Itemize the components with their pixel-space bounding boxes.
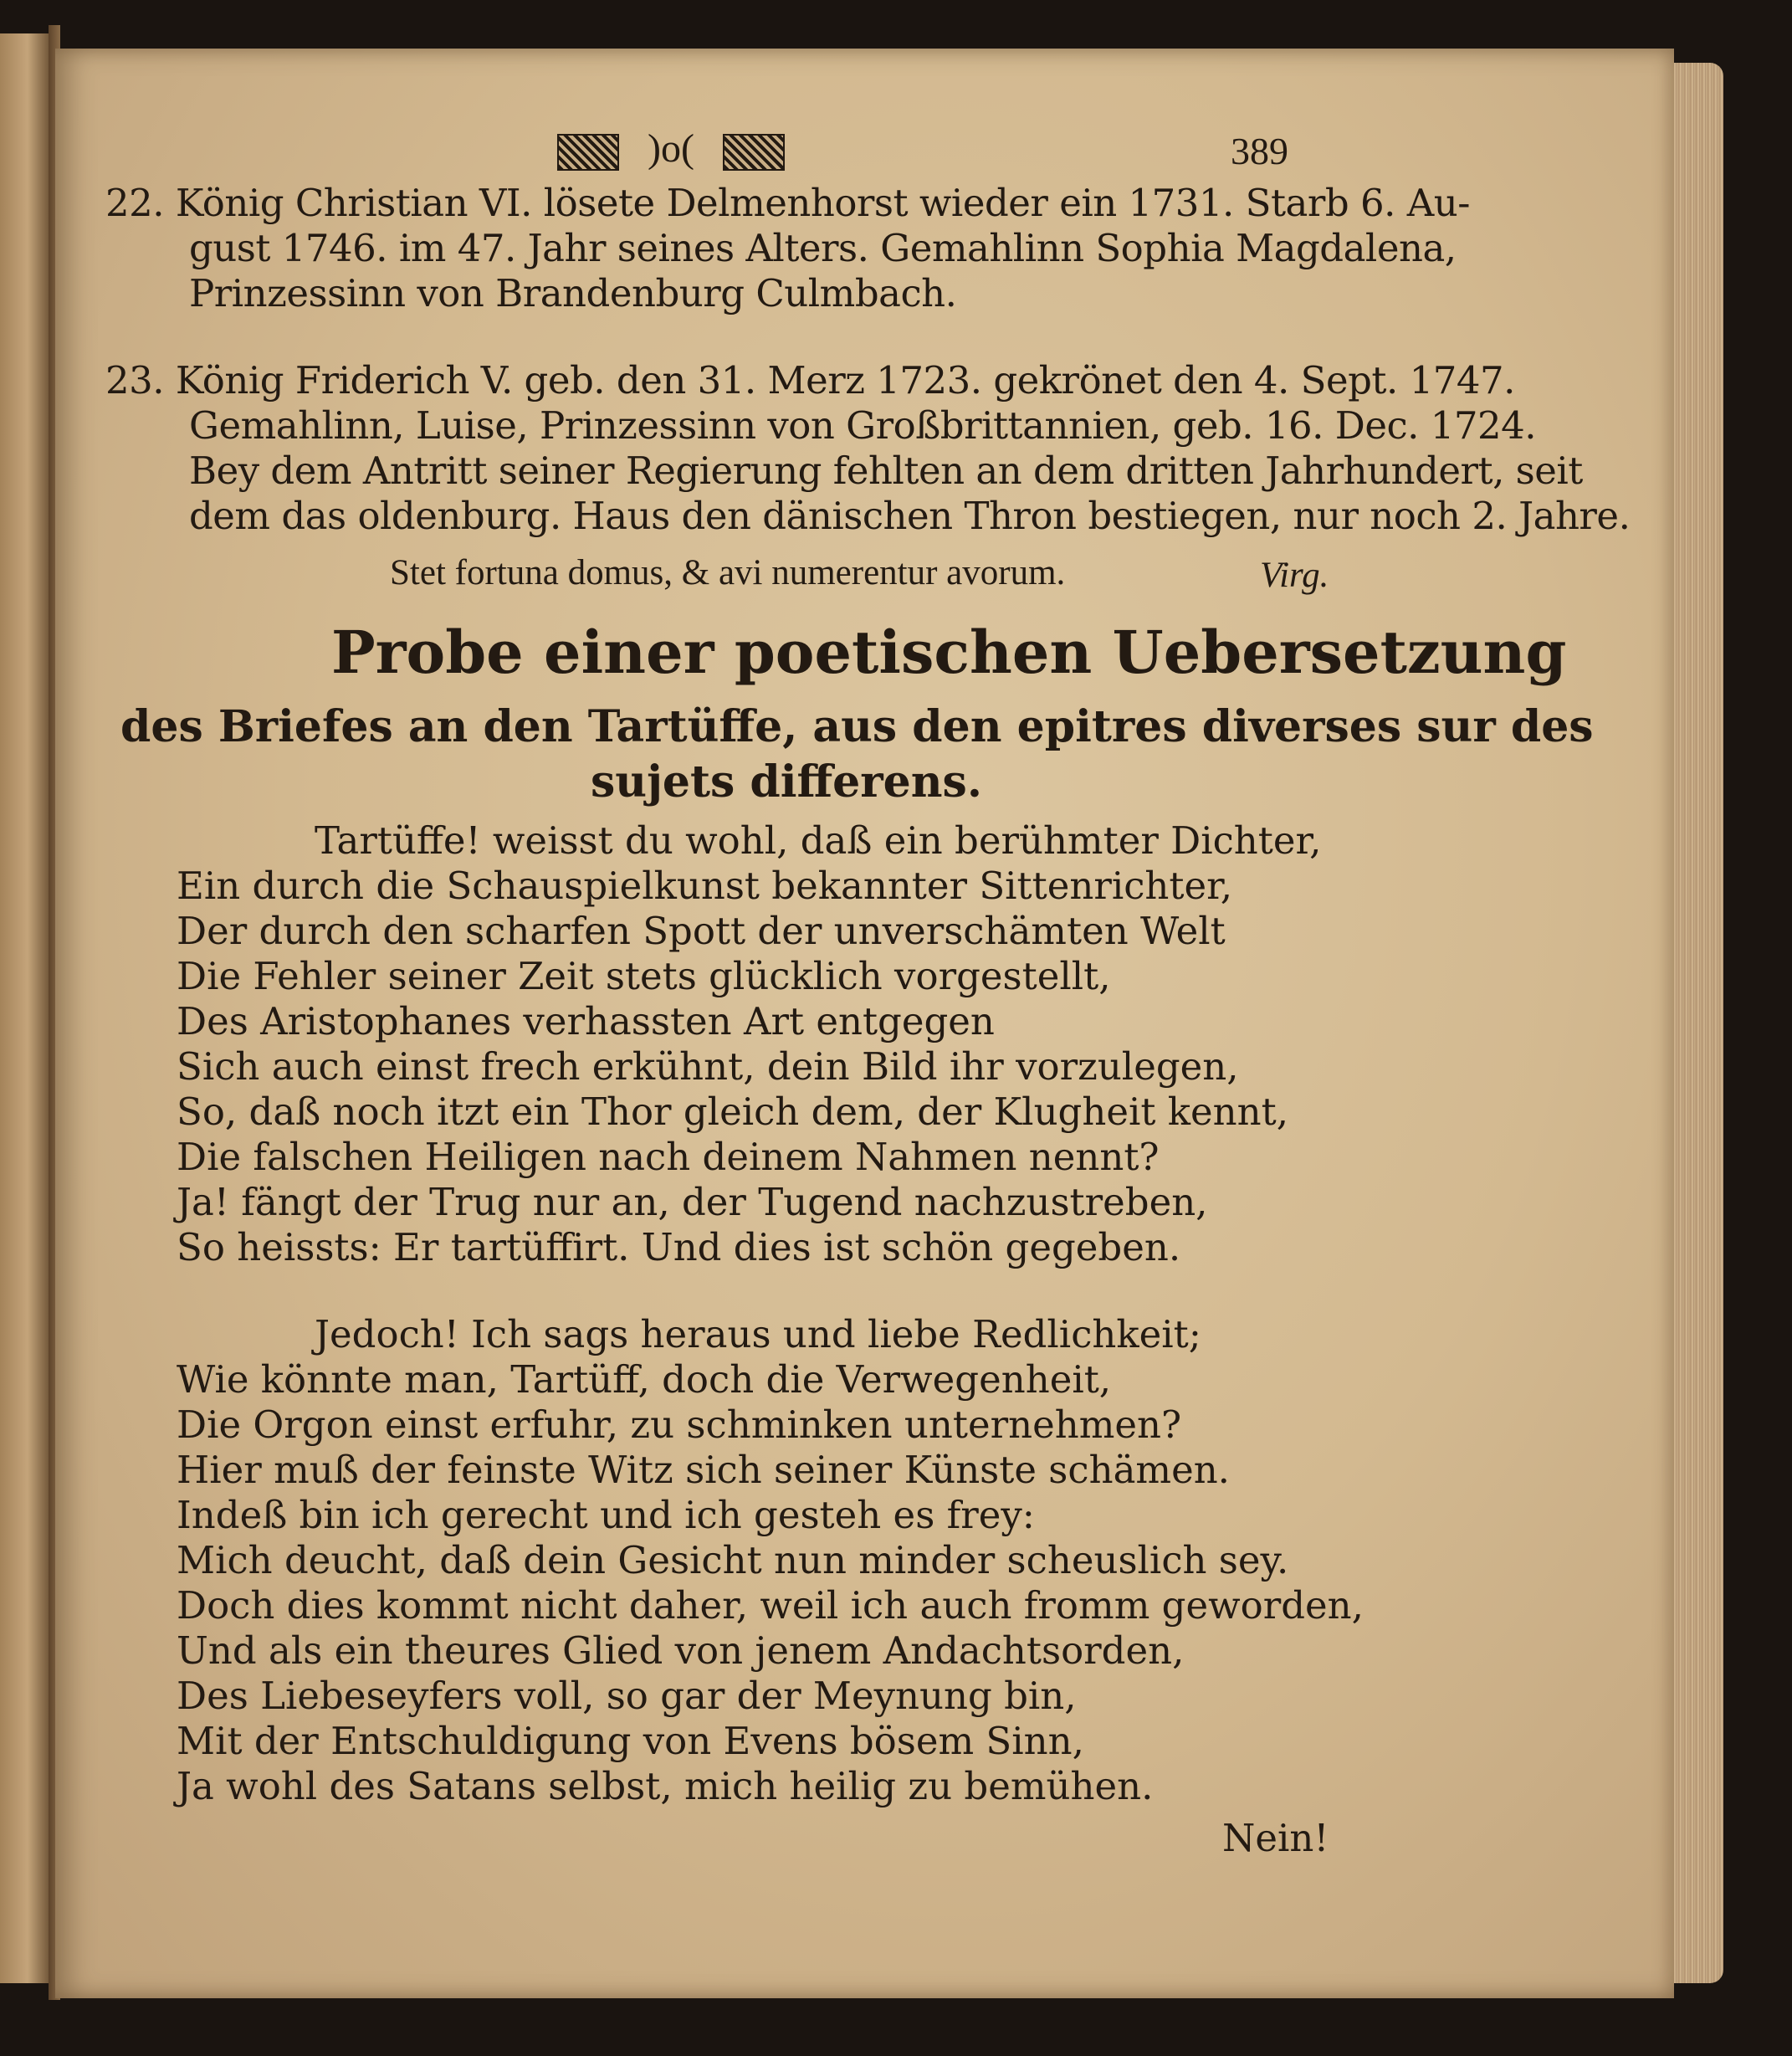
poem-line: Hier muß der feinste Witz sich seiner Künste schämen. — [177, 1448, 1230, 1492]
poem-line: Sich auch einst frech erkühnt, dein Bild ihr vorzulegen, — [177, 1044, 1239, 1089]
quote-source: Virg. — [1260, 556, 1329, 595]
poem-line: Mich deucht, daß dein Gesicht nun minder scheuslich sey. — [177, 1538, 1289, 1582]
running-header — [557, 126, 785, 172]
catchword: Nein! — [1222, 1816, 1329, 1860]
poem-line: Wie könnte man, Tartüff, doch die Verwegenheit, — [177, 1357, 1112, 1402]
entry-23-line-1: 23. König Friderich V. geb. den 31. Merz 1723. gekrönet den 4. Sept. 1747. — [105, 358, 1515, 402]
poem-line: Des Aristophanes verhassten Art entgegen — [177, 999, 995, 1043]
poem-line: Und als ein theures Glied von jenem Andachtsorden, — [177, 1628, 1185, 1673]
poem-line: Ja wohl des Satans selbst, mich heilig zu bemühen. — [177, 1764, 1154, 1808]
poem-line: Ein durch die Schauspielkunst bekannter Sittenrichter, — [177, 864, 1232, 908]
entry-23-line-4: dem das oldenburg. Haus den dänischen Thron bestiegen, nur noch 2. Jahre. — [189, 494, 1631, 538]
header-ornament: )o( — [648, 126, 694, 171]
entry-22-line-1: 22. König Christian VI. lösete Delmenhorst wieder ein 1731. Starb 6. Au- — [105, 181, 1470, 225]
poem-line: Ja! fängt der Trug nur an, der Tugend nachzustreben, — [177, 1180, 1208, 1224]
entry-22-line-2: gust 1746. im 47. Jahr seines Alters. Gemahlinn Sophia Magdalena, — [189, 226, 1457, 270]
poem-line: So heissts: Er tartüffirt. Und dies ist schön gegeben. — [177, 1225, 1181, 1269]
poem-line: Mit der Entschuldigung von Evens bösem Sinn, — [177, 1719, 1084, 1763]
entry-23-line-3: Bey dem Antritt seiner Regierung fehlten an dem dritten Jahrhundert, seit — [189, 449, 1583, 493]
poem-line: Tartüffe! weisst du wohl, daß ein berühmter Dichter, — [315, 818, 1322, 863]
poem-line: Die Fehler seiner Zeit stets glücklich vorgestellt, — [177, 954, 1111, 998]
poem-line: Die falschen Heiligen nach deinem Nahmen nennt? — [177, 1135, 1160, 1179]
poem-subtitle-line-1: des Briefes an den Tartüffe, aus den epitres diverses sur des — [120, 701, 1594, 752]
poem-title: Probe einer poetischen Uebersetzung — [331, 618, 1567, 687]
poem-line: Die Orgon einst erfuhr, zu schminken unternehmen? — [177, 1402, 1182, 1447]
poem-line: Jedoch! Ich sags heraus und liebe Redlichkeit; — [315, 1312, 1201, 1356]
entry-23-line-2: Gemahlinn, Luise, Prinzessinn von Großbrittannien, geb. 16. Dec. 1724. — [189, 403, 1537, 448]
poem-line: Indeß bin ich gerecht und ich gesteh es frey: — [177, 1493, 1035, 1537]
poem-line: So, daß noch itzt ein Thor gleich dem, der Klugheit kennt, — [177, 1090, 1288, 1134]
entry-22-line-3: Prinzessinn von Brandenburg Culmbach. — [189, 271, 957, 315]
page-number: 389 — [1231, 130, 1288, 172]
left-page-edge — [0, 33, 50, 1983]
book-page — [55, 49, 1674, 1998]
poem-line: Doch dies kommt nicht daher, weil ich auch fromm geworden, — [177, 1583, 1364, 1628]
ornament-right-icon — [723, 134, 785, 171]
ornament-left-icon — [557, 134, 619, 171]
poem-subtitle-line-2: sujets differens. — [591, 756, 982, 808]
poem-line: Der durch den scharfen Spott der unverschämten Welt — [177, 909, 1226, 953]
poem-line: Des Liebeseyfers voll, so gar der Meynung bin, — [177, 1674, 1077, 1718]
latin-quote: Stet fortuna domus, & avi numerentur avorum. — [390, 553, 1066, 592]
